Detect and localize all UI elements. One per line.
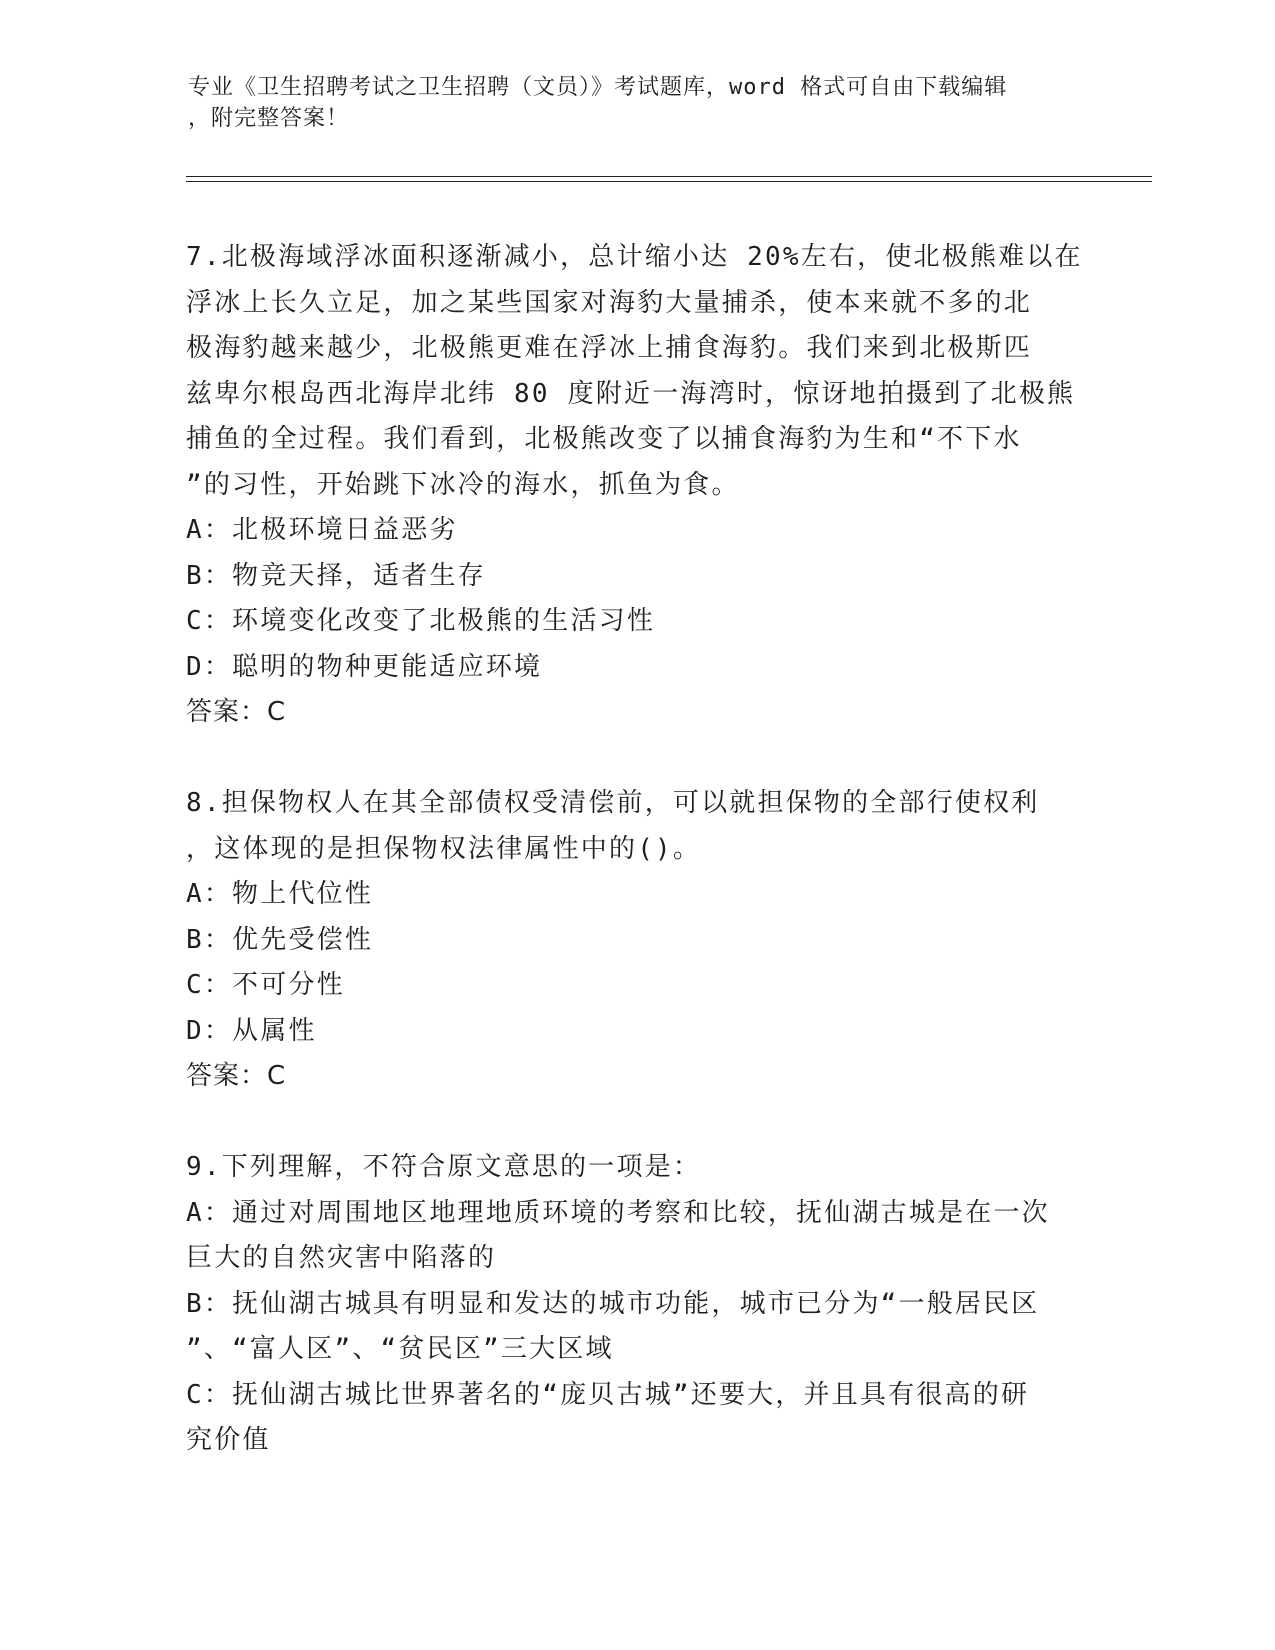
option-b: B：抚仙湖古城具有明显和发达的城市功能，城市已分为“一般居民区 — [186, 1288, 1040, 1319]
question-spacer — [186, 1100, 1086, 1146]
option-c: C：不可分性 — [186, 970, 345, 1000]
option-d: D：从属性 — [186, 1015, 317, 1046]
question-stem-line: 7.北极海域浮冰面积逐渐减小，总计缩小达 20%左右，使北极熊难以在 — [186, 242, 1083, 272]
question-7 — [186, 235, 1086, 736]
option-a-continuation: 巨大的自然灾害中陷落的 — [186, 1243, 497, 1273]
option-b: B：物竞天择，适者生存 — [186, 560, 486, 591]
option-c-continuation: 究价值 — [186, 1425, 271, 1455]
option-b-continuation: ”、“富人区”、“贫民区”三大区域 — [186, 1334, 614, 1364]
header-line-2: ，附完整答案！ — [188, 106, 350, 131]
option-c: C：抚仙湖古城比世界著名的“庞贝古城”还要大，并且具有很高的研 — [186, 1379, 1030, 1410]
question-stem-line: 兹卑尔根岛西北海岸北纬 80 度附近一海湾时，惊讶地拍摄到了北极熊 — [186, 378, 1076, 409]
header-divider-top — [186, 176, 1152, 177]
question-spacer — [186, 736, 1086, 782]
question-stem-line: 9.下列理解，不符合原文意思的一项是： — [186, 1152, 702, 1182]
question-9 — [186, 1145, 1086, 1464]
question-list — [186, 235, 1086, 1464]
option-d: D：聪明的物种更能适应环境 — [186, 651, 543, 682]
question-stem-line: ”的习性，开始跳下冰冷的海水，抓鱼为食。 — [186, 469, 740, 500]
header-divider-bottom — [186, 181, 1152, 182]
option-c: C：环境变化改变了北极熊的生活习性 — [186, 606, 656, 636]
question-stem-line: ，这体现的是担保物权法律属性中的()。 — [186, 833, 702, 864]
answer-line: 答案：C — [186, 697, 287, 727]
option-a: A：物上代位性 — [186, 879, 374, 909]
answer-line: 答案：C — [186, 1061, 287, 1091]
document-header — [188, 72, 1068, 134]
header-line-1: 专业《卫生招聘考试之卫生招聘（文员）》考试题库，word 格式可自由下载编辑 — [188, 75, 1008, 100]
question-stem-line: 8.担保物权人在其全部债权受清偿前，可以就担保物的全部行使权利 — [186, 788, 1040, 818]
option-a: A：通过对周围地区地理地质环境的考察和比较，抚仙湖古城是在一次 — [186, 1197, 1050, 1228]
question-stem-line: 极海豹越来越少，北极熊更难在浮冰上捕食海豹。我们来到北极斯匹 — [186, 333, 1033, 363]
question-8 — [186, 781, 1086, 1100]
question-stem-line: 浮冰上长久立足，加之某些国家对海豹大量捕杀，使本来就不多的北 — [186, 287, 1033, 318]
option-a: A：北极环境日益恶劣 — [186, 515, 458, 545]
option-b: B：优先受偿性 — [186, 924, 374, 955]
question-stem-line: 捕鱼的全过程。我们看到，北极熊改变了以捕食海豹为生和“不下水 — [186, 424, 1022, 454]
